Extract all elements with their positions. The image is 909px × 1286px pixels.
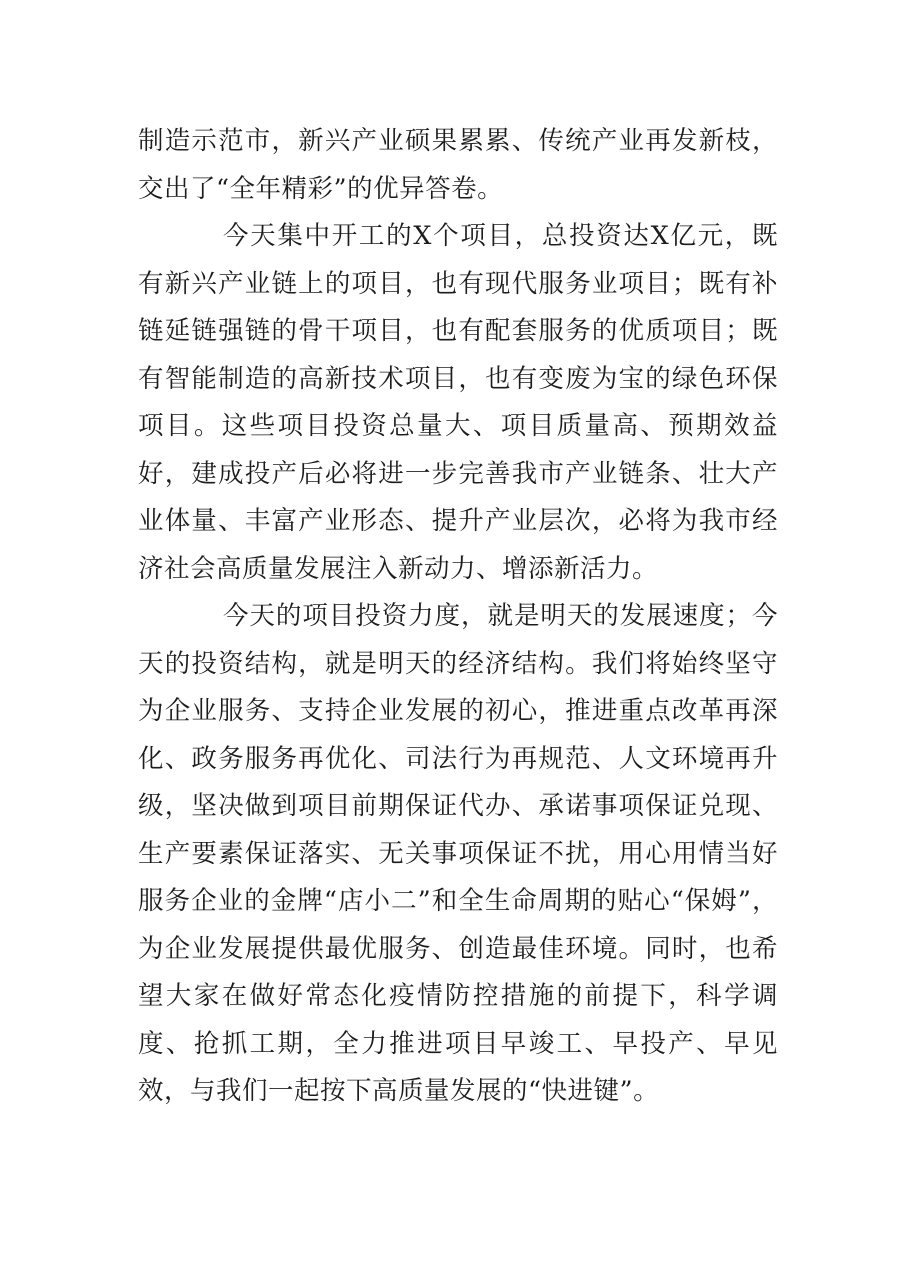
paragraph-3: 今天的项目投资力度，就是明天的发展速度；今天的投资结构，就是明天的经济结构。我们将始终坚守为企业服务、支持企业发展的初心，推进重点改革再深化、政务服务再优化、司法行为再规范、人文环境再升级，坚决做到项目前期保证代办、承诺事项保证兑现、生产要素保证落实、无关事项保证不扰，用心用情当好服务企业的金牌“店小二”和全生命周期的贴心“保姆”，为企业发展提供最优服务、创造最佳环境。同时，也希望大家在做好常态化疫情防控措施的前提下，科学调度、抢抓工期，全力推进项目早竣工、早投产、早见效，与我们一起按下高质量发展的“快进键”。 [138,601,778,1106]
paragraph-1: 制造示范市，新兴产业硕果累累、传统产业再发新枝，交出了“全年精彩”的优异答卷。 [138,126,778,204]
paragraph-2: 今天集中开工的X个项目，总投资达X亿元，既有新兴产业链上的项目，也有现代服务业项目；既有补链延链强链的骨干项目，也有配套服务的优质项目；既有智能制造的高新技术项目，也有变废为宝的绿色环保项目。这些项目投资总量大、项目质量高、预期效益好，建成投产后必将进一步完善我市产业链条、壮大产业体量、丰富产业形态、提升产业层次，必将为我市经济社会高质量发展注入新动力、增添新活力。 [138,221,778,584]
document-body [138,118,778,1116]
